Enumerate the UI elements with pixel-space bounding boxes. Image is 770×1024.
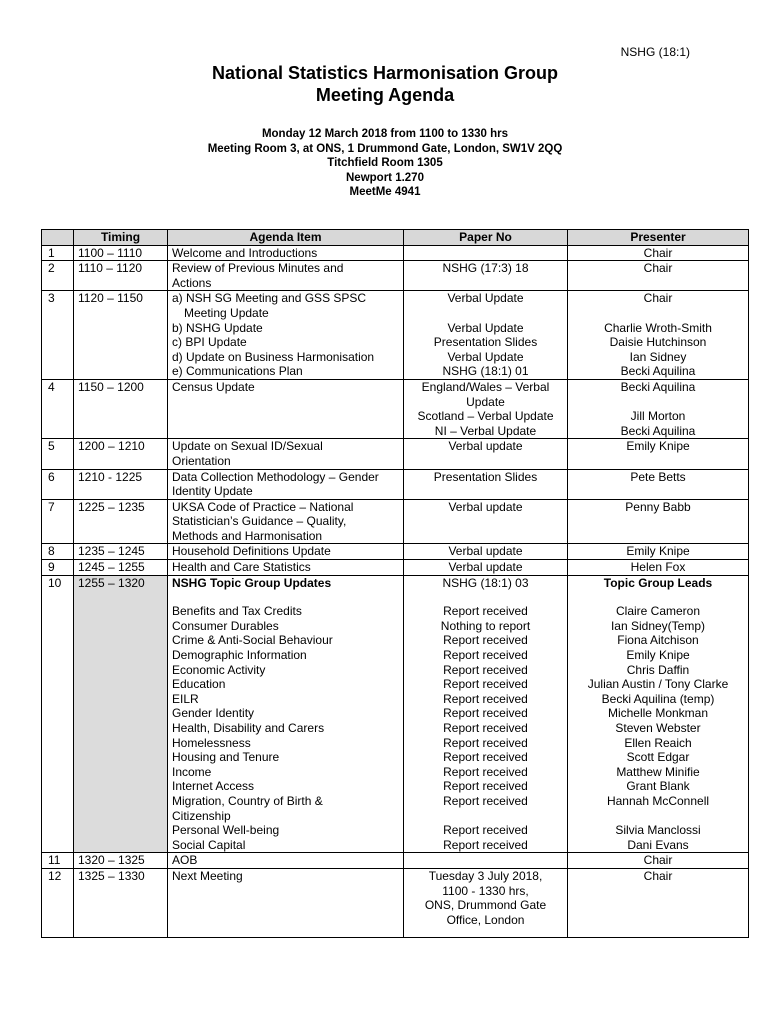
presenter-line: Emily Knipe: [626, 544, 690, 559]
item-number: 2: [42, 261, 74, 291]
topic-group-status: Report received: [443, 706, 528, 721]
item-number: 12: [42, 868, 74, 937]
paper-no-line: Verbal Update: [447, 320, 524, 335]
item-timing: 1325 – 1330: [74, 868, 168, 937]
item-timing: 1255 – 1320: [74, 575, 168, 853]
paper-no-line: Presentation Slides: [433, 469, 538, 484]
agenda-row: [42, 544, 749, 560]
spacer: [572, 809, 744, 824]
agenda-row: [42, 261, 749, 291]
agenda-item: [168, 261, 404, 291]
header-agenda-item: Agenda Item: [168, 230, 404, 246]
agenda-item-line: Data Collection Methodology – Gender: [172, 469, 379, 484]
agenda-item: [168, 291, 404, 380]
presenter: [568, 575, 749, 853]
spacer: [408, 590, 563, 604]
paper-no-line: Verbal update: [448, 439, 523, 454]
topic-group-status: Report received: [443, 662, 528, 677]
item-number: 8: [42, 544, 74, 560]
agenda-item-line: e) Communications Plan: [172, 364, 303, 379]
agenda-item: [168, 853, 404, 869]
paper-no-line: ONS, Drummond Gate: [424, 898, 547, 913]
agenda-item-line: Methods and Harmonisation: [172, 528, 323, 543]
agenda-header-row: [42, 230, 749, 246]
topic-group-name: Personal Well-being: [172, 823, 280, 838]
paper-no-line: Office, London: [446, 912, 525, 927]
topic-group-name: Benefits and Tax Credits: [172, 604, 302, 619]
topic-groups-title: NSHG Topic Group Updates: [172, 575, 332, 590]
topic-group-name: Demographic Information: [172, 648, 307, 663]
agenda-item: [168, 575, 404, 853]
paper-no-line: Update: [466, 394, 505, 409]
agenda-item-line: Household Definitions Update: [172, 544, 331, 559]
presenter-line: Becki Aquilina: [620, 379, 696, 394]
spacer: [408, 809, 563, 824]
agenda-item-line: Health and Care Statistics: [172, 560, 311, 575]
presenter: [568, 544, 749, 560]
header-timing: Timing: [74, 230, 168, 246]
agenda-item-line: Welcome and Introductions: [172, 245, 318, 260]
presenter: [568, 261, 749, 291]
agenda-item-line: b) NSHG Update: [172, 320, 263, 335]
topic-group-lead: Dani Evans: [627, 837, 689, 852]
header-presenter: Presenter: [568, 230, 749, 246]
topic-group-name: Housing and Tenure: [172, 750, 280, 765]
paper-no-line: NSHG (18:1) 01: [442, 364, 529, 379]
topic-group-lead: Chris Daffin: [626, 662, 690, 677]
item-number: 4: [42, 379, 74, 438]
item-number: 9: [42, 560, 74, 576]
agenda-row: [42, 499, 749, 544]
item-timing: 1225 – 1235: [74, 499, 168, 544]
paper-no: [404, 544, 568, 560]
item-timing: 1245 – 1255: [74, 560, 168, 576]
topic-group-status: Report received: [443, 823, 528, 838]
agenda-row: [42, 560, 749, 576]
paper-no-line: NI – Verbal Update: [434, 423, 537, 438]
agenda-item-line: Identity Update: [172, 484, 253, 499]
paper-no: [404, 499, 568, 544]
agenda-item-line: Review of Previous Minutes and: [172, 261, 344, 276]
paper-no-line: England/Wales – Verbal: [421, 379, 550, 394]
header-number: [42, 230, 74, 246]
presenter-line: Charlie Wroth-Smith: [604, 320, 712, 335]
topic-group-name: EILR: [172, 691, 199, 706]
paper-no-line: Verbal update: [448, 499, 523, 514]
topic-groups-paper: NSHG (18:1) 03: [442, 575, 529, 590]
meeting-date: Monday 12 March 2018 from 1100 to 1330 hrs: [261, 128, 509, 140]
presenter-line: Daisie Hutchinson: [609, 335, 707, 350]
topic-group-status: Report received: [443, 648, 528, 663]
meeting-room-newport: Newport 1.270: [346, 171, 424, 184]
agenda-row: [42, 291, 749, 380]
topic-group-lead: Scott Edgar: [626, 750, 690, 765]
topic-group-name: Crime & Anti-Social Behaviour: [172, 633, 333, 648]
agenda-row-topic-groups: [42, 575, 749, 853]
presenter: [568, 439, 749, 469]
presenter-line: Chair: [643, 245, 673, 260]
paper-no: [404, 560, 568, 576]
item-number: 10: [42, 575, 74, 853]
presenter-line: Penny Babb: [625, 499, 691, 514]
paper-no: [404, 853, 568, 869]
topic-group-lead: Claire Cameron: [615, 604, 701, 619]
paper-no-line: Tuesday 3 July 2018,: [428, 868, 543, 883]
topic-group-name: Migration, Country of Birth &: [172, 793, 323, 808]
topic-group-status: Report received: [443, 604, 528, 619]
topic-group-status: Report received: [443, 677, 528, 692]
item-timing: 1100 – 1110: [74, 245, 168, 261]
topic-group-name: Homelessness: [172, 735, 251, 750]
item-number: 3: [42, 291, 74, 380]
paper-no-line: Presentation Slides: [433, 335, 538, 350]
topic-group-status: Report received: [443, 793, 528, 808]
topic-group-lead: Grant Blank: [626, 779, 690, 794]
presenter: [568, 291, 749, 380]
agenda-row: [42, 245, 749, 261]
agenda-item-line: Statistician’s Guidance – Quality,: [172, 514, 347, 529]
paper-no: [404, 245, 568, 261]
agenda-item: [168, 379, 404, 438]
agenda-item-line: c) BPI Update: [172, 335, 247, 350]
paper-no: [404, 575, 568, 853]
agenda-item-line: UKSA Code of Practice – National: [172, 499, 354, 514]
presenter: [568, 245, 749, 261]
topic-group-name: Income: [172, 764, 212, 779]
paper-no: [404, 439, 568, 469]
item-timing: 1210 - 1225: [74, 469, 168, 499]
paper-no-line: [408, 853, 563, 868]
topic-group-name: Internet Access: [172, 779, 255, 794]
paper-no: [404, 261, 568, 291]
paper-no: [404, 469, 568, 499]
item-timing: 1150 – 1200: [74, 379, 168, 438]
topic-group-lead: Fiona Aitchison: [617, 633, 699, 648]
presenter-line: Chair: [643, 853, 673, 868]
meeting-room-titchfield: Titchfield Room 1305: [327, 157, 443, 170]
presenter: [568, 469, 749, 499]
agenda-item-line: Actions: [172, 275, 212, 290]
topic-group-status: Report received: [443, 837, 528, 852]
paper-no-line: NSHG (17:3) 18: [442, 261, 529, 276]
agenda-item-line: Census Update: [172, 379, 255, 394]
item-number: 7: [42, 499, 74, 544]
topic-group-lead: Julian Austin / Tony Clarke: [587, 677, 729, 692]
item-number: 1: [42, 245, 74, 261]
agenda-item: [168, 499, 404, 544]
topic-group-name: Citizenship: [172, 808, 231, 823]
header-paper-no: Paper No: [404, 230, 568, 246]
agenda-item-line: Update on Sexual ID/Sexual: [172, 439, 323, 454]
presenter-line: Pete Betts: [630, 469, 686, 484]
presenter: [568, 379, 749, 438]
meeting-location: Meeting Room 3, at ONS, 1 Drummond Gate, London, SW1V 2QQ: [207, 142, 563, 155]
meetme-number: MeetMe 4941: [349, 186, 421, 199]
presenter-line: Becki Aquilina: [620, 423, 696, 438]
presenter: [568, 853, 749, 869]
spacer: [572, 590, 744, 604]
topic-group-status: Report received: [443, 750, 528, 765]
presenter-line: [572, 395, 744, 410]
presenter-line: Helen Fox: [630, 560, 686, 575]
topic-group-status: Report received: [443, 779, 528, 794]
item-timing: 1200 – 1210: [74, 439, 168, 469]
presenter: [568, 560, 749, 576]
paper-no-line: 1100 - 1330 hrs,: [442, 883, 529, 898]
item-number: 6: [42, 469, 74, 499]
topic-group-lead: Emily Knipe: [626, 648, 690, 663]
item-timing: 1235 – 1245: [74, 544, 168, 560]
paper-no-line: Verbal update: [448, 544, 523, 559]
agenda-item: [168, 245, 404, 261]
item-number: 11: [42, 853, 74, 869]
agenda-item-line: Meeting Update: [184, 305, 269, 320]
agenda-body: [42, 245, 749, 938]
paper-no-line: Verbal Update: [447, 291, 524, 306]
topic-group-lead: Hannah McConnell: [606, 793, 710, 808]
presenter: [568, 499, 749, 544]
presenter-line: Emily Knipe: [626, 439, 690, 454]
presenter-line: Chair: [643, 291, 673, 306]
agenda-row: [42, 853, 749, 869]
agenda-row: [42, 439, 749, 469]
paper-no-line: [408, 306, 563, 321]
topic-group-lead: Steven Webster: [615, 721, 701, 735]
agenda-row: [42, 868, 749, 937]
topic-group-status: Report received: [443, 721, 528, 735]
topic-group-name: Education: [172, 677, 226, 692]
agenda-item: [168, 439, 404, 469]
agenda-item-line: Orientation: [172, 453, 231, 468]
topic-group-lead: Becki Aquilina (temp): [601, 691, 715, 706]
paper-no: [404, 868, 568, 937]
topic-group-status: Report received: [443, 735, 528, 750]
paper-no: [404, 379, 568, 438]
agenda-item: [168, 469, 404, 499]
item-timing: 1120 – 1150: [74, 291, 168, 380]
agenda-table: [41, 229, 749, 938]
item-timing: 1320 – 1325: [74, 853, 168, 869]
topic-group-status: Report received: [443, 691, 528, 706]
topic-group-lead: Ellen Reaich: [624, 735, 692, 750]
presenter-line: [572, 306, 744, 321]
title-line-2: Meeting Agenda: [315, 85, 455, 105]
agenda-item: [168, 544, 404, 560]
presenter-line: Becki Aquilina: [620, 364, 696, 379]
paper-no-line: Verbal update: [448, 560, 523, 575]
topic-groups-leads: Topic Group Leads: [603, 575, 713, 590]
agenda-item-line: d) Update on Business Harmonisation: [172, 349, 375, 364]
item-number: 5: [42, 439, 74, 469]
topic-group-status: Nothing to report: [440, 618, 531, 633]
document-reference: NSHG (18:1): [620, 45, 690, 59]
paper-no-line: Scotland – Verbal Update: [417, 409, 554, 424]
topic-group-status: Report received: [443, 633, 528, 648]
topic-group-lead: Matthew Minifie: [616, 764, 700, 779]
topic-group-name: Social Capital: [172, 837, 246, 852]
topic-group-status: Report received: [443, 764, 528, 779]
topic-group-name: Gender Identity: [172, 706, 255, 721]
presenter-line: Chair: [643, 868, 673, 883]
agenda-item-line: a) NSH SG Meeting and GSS SPSC: [172, 291, 367, 306]
agenda-item: [168, 868, 404, 937]
item-timing: 1110 – 1120: [74, 261, 168, 291]
topic-group-name: Economic Activity: [172, 662, 266, 677]
presenter: [568, 868, 749, 937]
topic-group-lead: Michelle Monkman: [607, 706, 709, 721]
paper-no-line: [408, 246, 563, 261]
agenda-item-line: AOB: [172, 853, 198, 868]
agenda-item-line: Next Meeting: [172, 868, 243, 883]
paper-no: [404, 291, 568, 380]
paper-no-line: Verbal Update: [447, 349, 524, 364]
topic-group-lead: Ian Sidney(Temp): [610, 618, 706, 633]
topic-group-name: Health, Disability and Carers: [172, 721, 325, 735]
topic-group-lead: Silvia Manclossi: [615, 823, 701, 838]
meeting-details: [0, 127, 770, 200]
agenda-row: [42, 379, 749, 438]
spacer: [172, 590, 399, 604]
presenter-line: Chair: [643, 261, 673, 276]
title-line-1: National Statistics Harmonisation Group: [211, 63, 559, 83]
agenda-row: [42, 469, 749, 499]
presenter-line: Ian Sidney: [629, 349, 687, 364]
topic-group-name: Consumer Durables: [172, 618, 279, 633]
document-title: [0, 62, 770, 106]
agenda-item: [168, 560, 404, 576]
presenter-line: Jill Morton: [630, 409, 686, 424]
